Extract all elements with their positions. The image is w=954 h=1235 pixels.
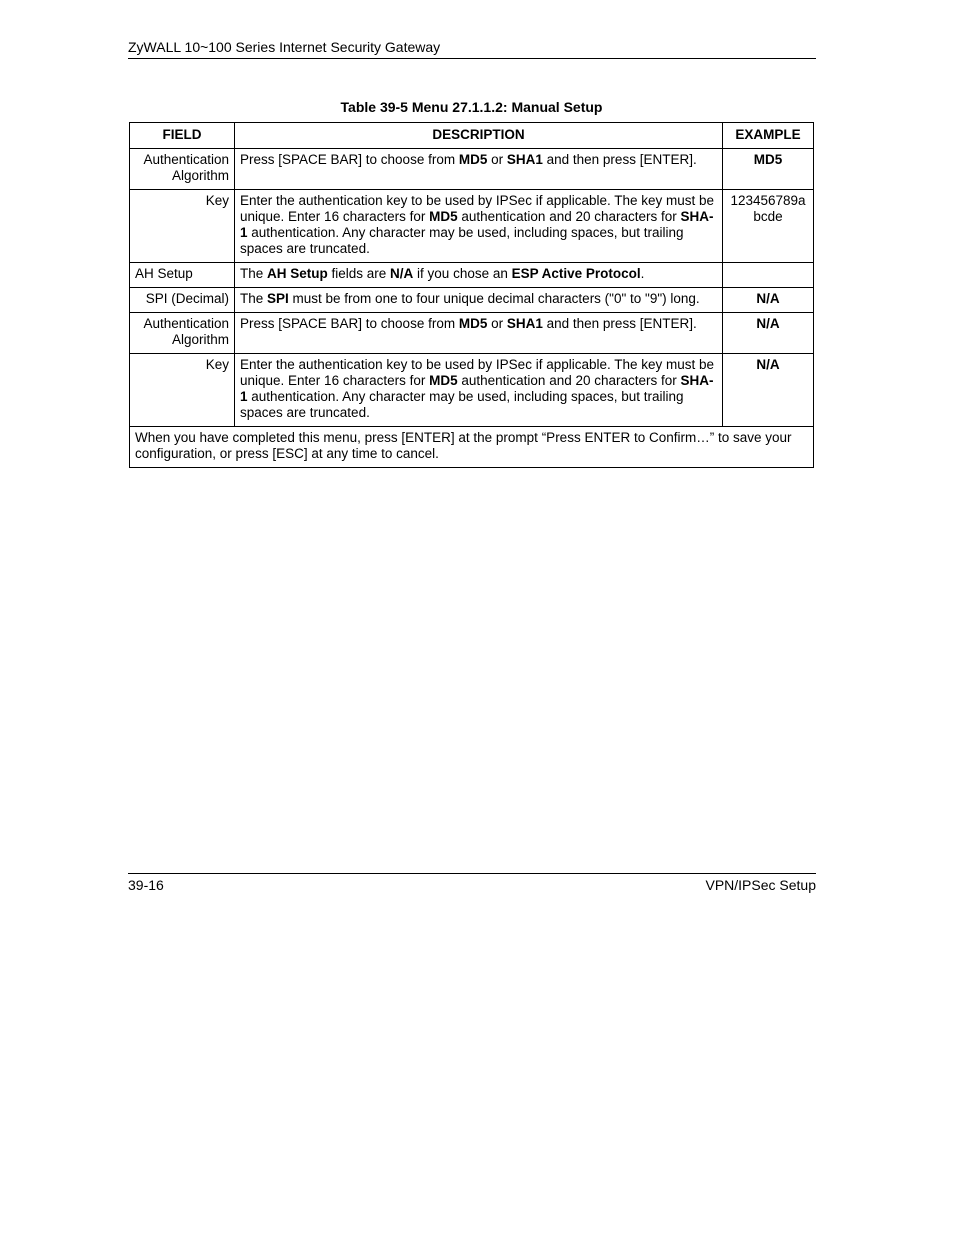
description-text: authentication. Any character may be used, including spaces, but trailing spaces are truncated. — [240, 225, 684, 256]
field-cell: Key — [130, 354, 235, 427]
description-text: or — [487, 316, 507, 331]
description-bold-text: ESP Active Protocol — [511, 266, 641, 281]
description-cell — [235, 149, 723, 190]
description-bold-text: SHA-1 — [240, 209, 714, 240]
example-value: N/A — [756, 316, 780, 331]
description-bold-text: MD5 — [429, 373, 458, 388]
example-cell — [723, 354, 814, 427]
description-cell — [235, 190, 723, 263]
page-number: 39-16 — [128, 877, 164, 893]
table-row — [130, 313, 814, 354]
table-footer-note: When you have completed this menu, press [ENTER] at the prompt “Press ENTER to Confirm…” to save your configuration, or press [ESC] at any time to cancel. — [130, 427, 814, 468]
example-cell — [723, 263, 814, 288]
field-cell: SPI (Decimal) — [130, 288, 235, 313]
example-value: N/A — [756, 357, 780, 372]
description-bold-text: MD5 — [458, 152, 488, 167]
example-cell — [723, 190, 814, 263]
description-text: . — [640, 266, 645, 281]
description-text: and then press [ENTER]. — [542, 316, 697, 331]
column-header-description: DESCRIPTION — [235, 123, 723, 149]
column-header-field: FIELD — [130, 123, 235, 149]
table-header-row — [130, 123, 814, 149]
description-cell — [235, 313, 723, 354]
description-cell — [235, 288, 723, 313]
column-header-example: EXAMPLE — [723, 123, 814, 149]
page-footer — [128, 873, 816, 895]
table-footer-row — [130, 427, 814, 468]
description-bold-text: MD5 — [458, 316, 488, 331]
table-row — [130, 263, 814, 288]
description-text: authentication and 20 characters for — [457, 373, 681, 388]
description-bold-text: AH Setup — [267, 266, 328, 281]
section-name: VPN/IPSec Setup — [705, 877, 816, 893]
field-cell: AH Setup — [130, 263, 235, 288]
table-body — [130, 149, 814, 427]
description-text: Press [SPACE BAR] to choose from — [240, 152, 459, 167]
example-cell — [723, 313, 814, 354]
description-text: The — [240, 266, 268, 281]
table-row — [130, 190, 814, 263]
table-row — [130, 288, 814, 313]
table-row — [130, 149, 814, 190]
example-value: MD5 — [753, 152, 783, 167]
description-text: authentication and 20 characters for — [457, 209, 681, 224]
description-bold-text: SPI — [267, 291, 289, 306]
description-text: fields are — [327, 266, 391, 281]
document-title: ZyWALL 10~100 Series Internet Security Gateway — [128, 39, 441, 55]
description-cell — [235, 354, 723, 427]
description-bold-text: MD5 — [429, 209, 458, 224]
description-text: Press [SPACE BAR] to choose from — [240, 316, 459, 331]
table-title: Table 39-5 Menu 27.1.1.2: Manual Setup — [340, 99, 603, 115]
description-text: must be from one to four unique decimal characters ("0" to "9") long. — [288, 291, 700, 306]
page-header — [128, 37, 816, 59]
description-bold-text: SHA1 — [506, 316, 543, 331]
description-text: if you chose an — [413, 266, 512, 281]
description-bold-text: N/A — [390, 266, 414, 281]
description-bold-text: SHA1 — [506, 152, 543, 167]
field-cell: Authentication Algorithm — [130, 149, 235, 190]
description-text: Enter the authentication key to be used by IPSec if applicable. The key must be unique. Enter 16 characters for — [240, 193, 715, 224]
example-cell — [723, 288, 814, 313]
description-text: The — [240, 291, 268, 306]
field-cell: Key — [130, 190, 235, 263]
example-cell — [723, 149, 814, 190]
description-bold-text: SHA-1 — [240, 373, 714, 404]
description-text: or — [487, 152, 507, 167]
manual-setup-table — [129, 122, 814, 468]
example-value: 123456789a bcde — [730, 193, 806, 224]
description-text: Enter the authentication key to be used by IPSec if applicable. The key must be unique. Enter 16 characters for — [240, 357, 715, 388]
field-cell: Authentication Algorithm — [130, 313, 235, 354]
description-cell — [235, 263, 723, 288]
table-row — [130, 354, 814, 427]
example-value: N/A — [756, 291, 780, 306]
description-text: authentication. Any character may be used, including spaces, but trailing spaces are truncated. — [240, 389, 684, 420]
description-text: and then press [ENTER]. — [542, 152, 697, 167]
